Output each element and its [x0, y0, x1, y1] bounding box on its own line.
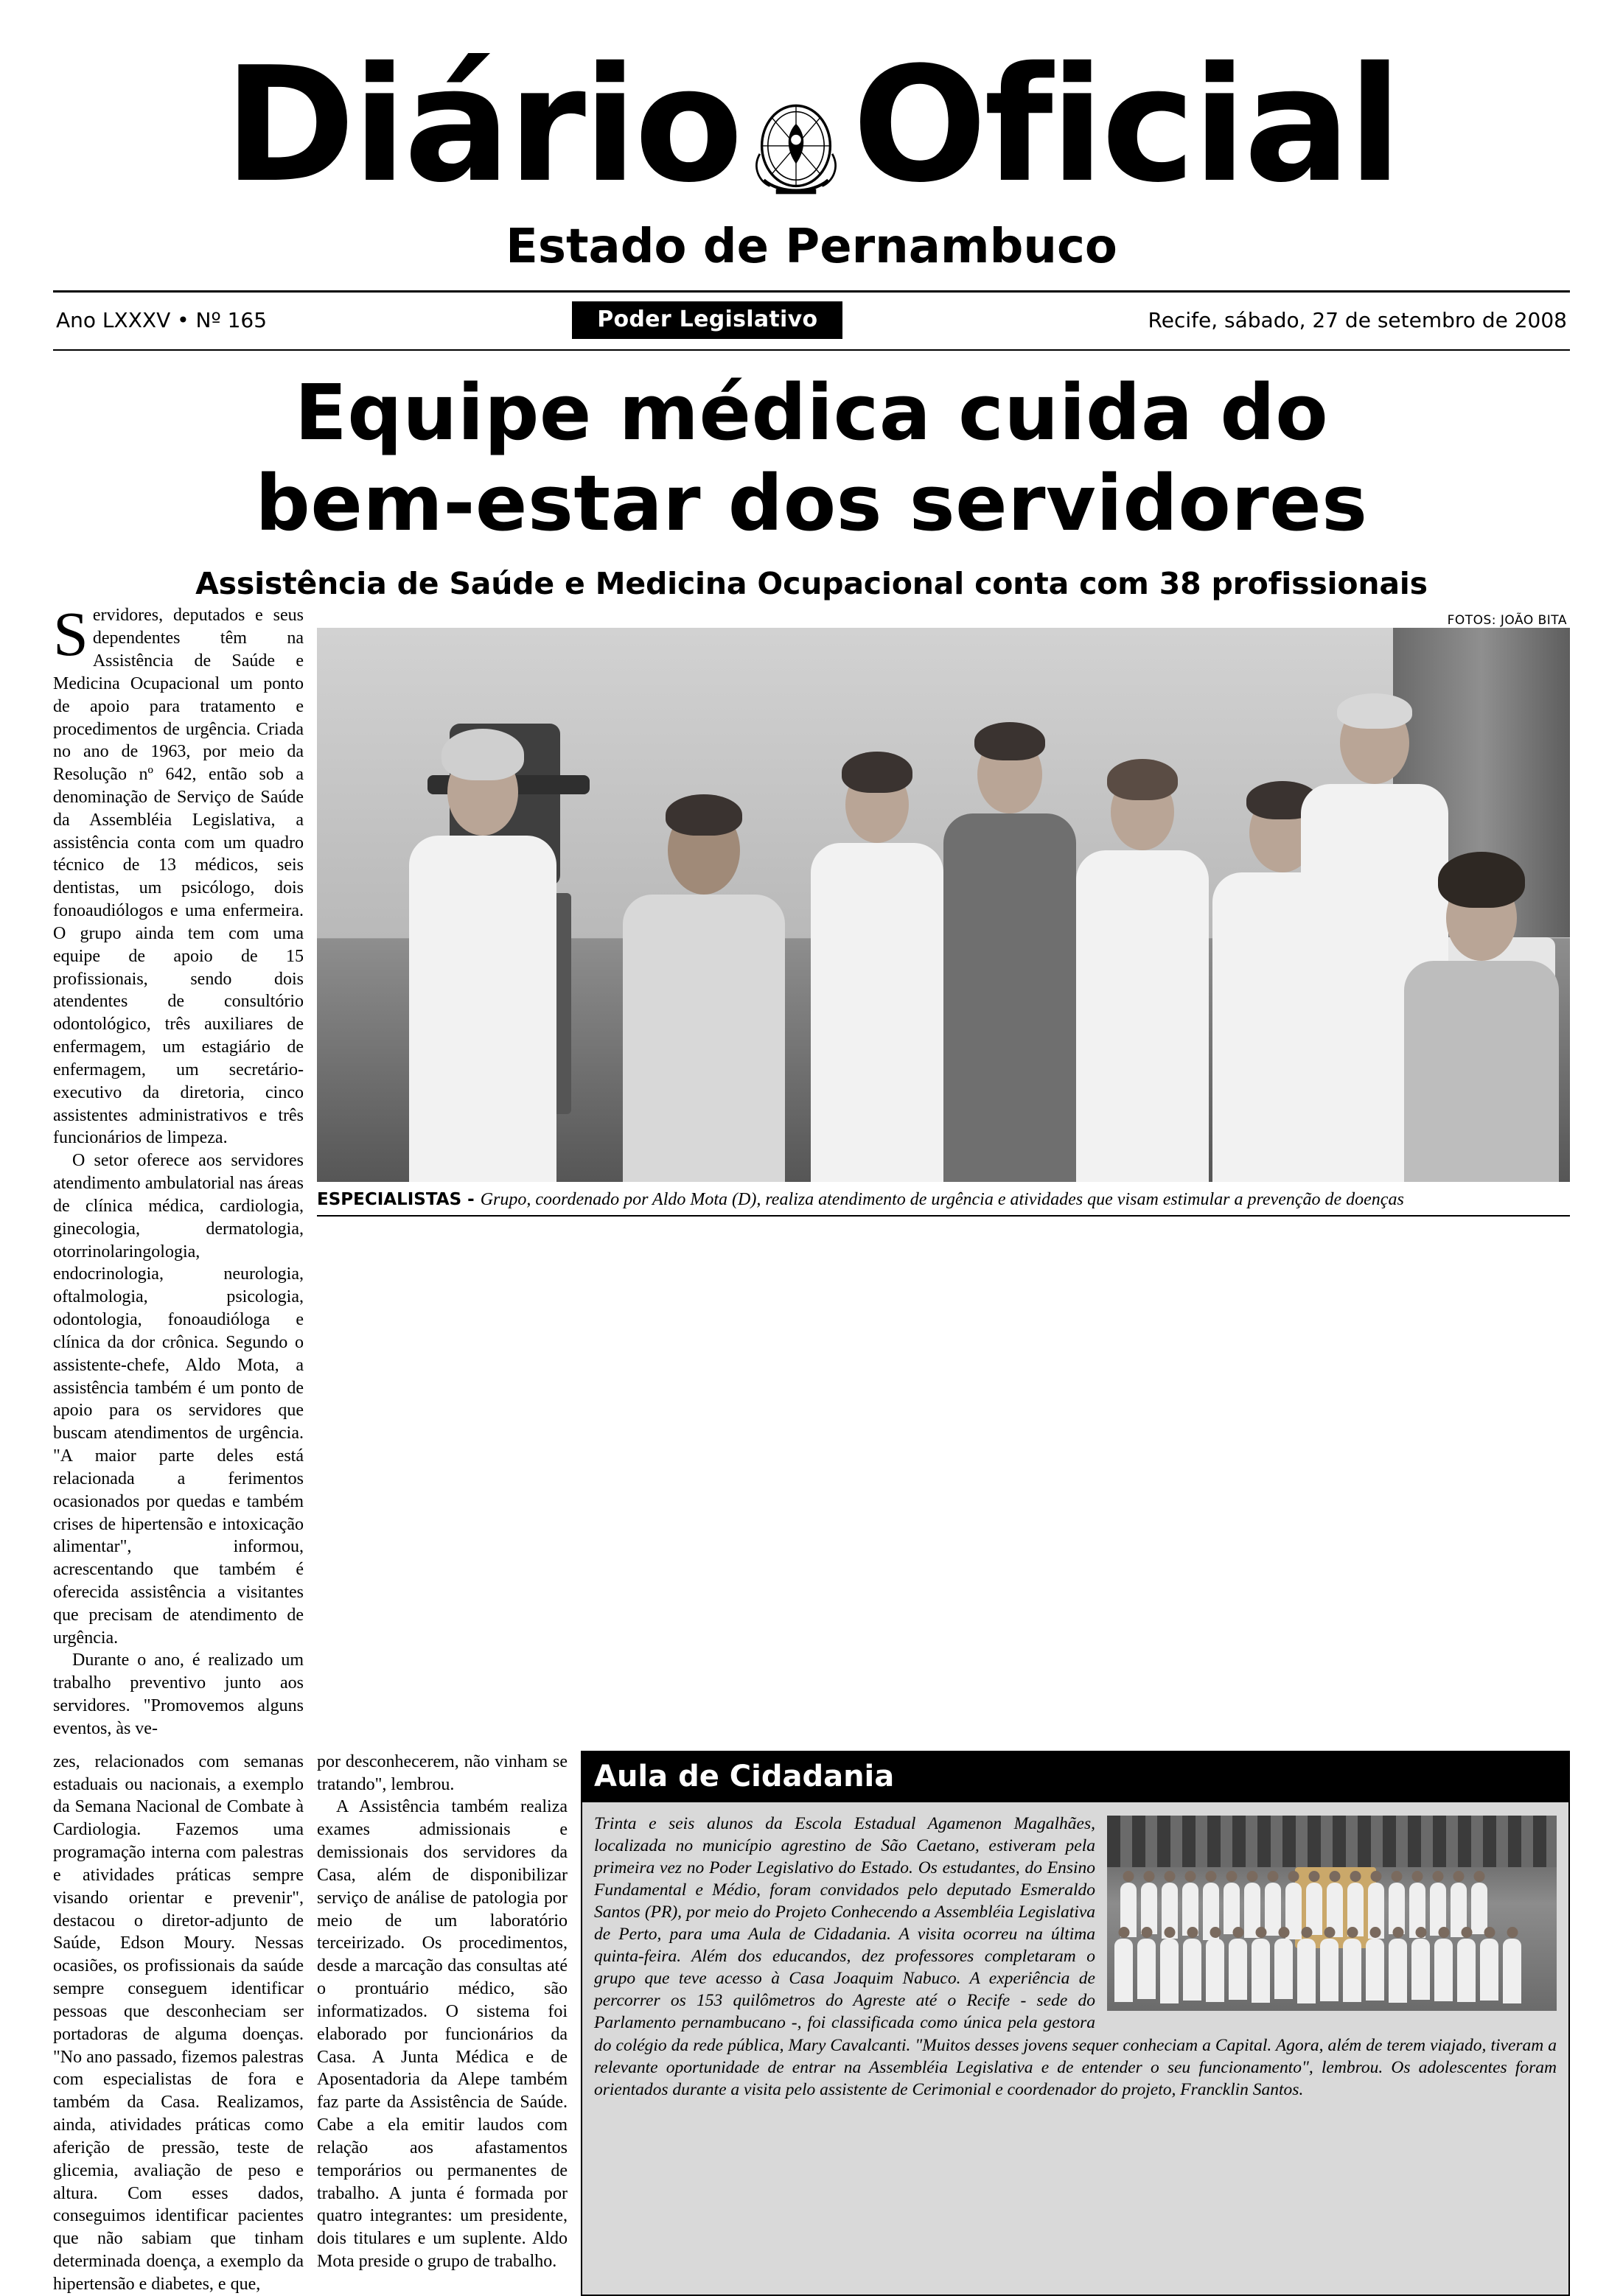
photo-person: [398, 725, 568, 1182]
person-body: [1404, 961, 1559, 1182]
person-hair: [1107, 759, 1178, 800]
article-paragraph: Durante o ano, é realizado um trabalho preventivo junto aos servidores. "Promovemos alguns eventos, às ve-: [53, 1651, 304, 1738]
article-column-1-text: [53, 598, 304, 1740]
person-hair: [666, 794, 742, 836]
coat-of-arms-icon: [744, 74, 848, 185]
article-paragraph: O setor oferece aos servidores atendimento ambulatorial nas áreas de clínica médica, cardiologia, ginecologia, dermatologia, otorrinolaringologia, endocrinologia, neurologia, oftalmologia, psicologia, odontologia, fonoaudióloga e clínica da dor crônica. Segundo o assistente-chefe, Aldo Mota, a assistência também é um ponto de apoio para os servidores que buscam atendimentos de urgência. "A maior parte deles está relacionada a ferimentos ocasionados por quedas e também crises de hipertensão e intoxicação alimentar", informou, acrescentando que também é oferecida assistência a visitantes que precisam de atendimento de urgência.: [53, 1151, 304, 1648]
photo-person: [803, 732, 951, 1182]
article-paragraph: por desconhecerem, não vinham se tratando", lembrou.: [317, 1751, 568, 1794]
person-body: [1076, 850, 1209, 1182]
lower-content: [53, 1751, 1570, 2296]
article-column-1: [53, 598, 304, 1740]
person-hair: [1337, 693, 1412, 729]
page-title: [53, 368, 1570, 549]
article-column-2-text: [53, 1751, 304, 2296]
sidebar-box-text-part-2: do Projeto Conhecendo a Assembléia Legislativa de Perto, para uma Aula de Cidadania. A visita ocorreu na última quinta-feira. Além dos educandos, dez professores completaram o grupo que teve acesso à Casa Joaquim Nabuco. A experiência de percorrer os 153 quilômetros do Agreste até o Recife - sede do Parlamento pernambucano -, foi classificada como única pela gestora do colégio da rede pública, Mary Cavalcanti. "Muitos desses jovens sequer conheciam a Capital. Agora, além de terem viajado, tiveram a relevante oportunidade de entrar na Assembléia Legislativa e de entender o seu funcionamento", lembrou. Os adolescentes foram orientados durante a visita pelo assistente de Cerimonial e coordenador do projeto, Francklin Santos.: [594, 1903, 1557, 2099]
info-bar: [53, 293, 1570, 349]
sidebar-box-aula-cidadania: [581, 1751, 1570, 2296]
article-column-2: [53, 1751, 304, 2296]
sidebar-photo-group-front: [1114, 1939, 1521, 2003]
person-body: [811, 843, 943, 1182]
article-column-3-text: [317, 1751, 568, 2273]
person-body: [623, 895, 785, 1182]
headline-line-2: bem-estar dos servidores: [255, 458, 1368, 549]
masthead-title: [53, 32, 1570, 217]
person-hair: [842, 752, 912, 793]
masthead-subtitle: Estado de Pernambuco: [506, 220, 1117, 274]
sidebar-box-title: Aula de Cidadania: [582, 1752, 1568, 1802]
edition-info: Ano LXXXV • Nº 165: [56, 308, 268, 332]
sidebar-box-body: [582, 1802, 1568, 2113]
person-hair: [974, 722, 1045, 760]
headline-line-1: Equipe médica cuida do: [294, 368, 1329, 458]
infobar-rule: [53, 349, 1570, 351]
main-photo: [317, 628, 1570, 1182]
caption-label: ESPECIALISTAS -: [317, 1190, 481, 1210]
top-content: [53, 598, 1570, 1740]
person-body: [943, 813, 1076, 1182]
masthead-word-diario: Diário: [223, 32, 741, 217]
photo-person: [936, 703, 1083, 1182]
person-hair: [1438, 852, 1525, 908]
subheadline: Assistência de Saúde e Medicina Ocupacional conta com 38 profissionais: [195, 566, 1428, 602]
sidebar-box-text-part-1: Trinta e seis alunos da Escola Estadual Agamenon Magalhães, localizada no município agrestino de São Caetano, estiveram pela primeira vez no Poder Legislativo do Estado. Os estudantes, do Ensino Fundamental e Médio, foram convidados pelo deputado Esmeraldo Santos (PR), por meio: [594, 1813, 1095, 1922]
person-body: [409, 836, 556, 1182]
place-date: Recife, sábado, 27 de setembro de 2008: [1148, 308, 1567, 332]
photo-credit: FOTOS: JOÃO BITA: [1447, 613, 1567, 629]
sidebar-photo-ceiling: [1107, 1816, 1557, 1867]
main-photo-caption: [317, 1189, 1570, 1217]
article-paragraph: zes, relacionados com semanas estaduais ou nacionais, a exemplo da Semana Nacional de Combate à Cardiologia. Fazemos uma programação interna com palestras e atividades práticas sempre visando orientar e prevenir", destacou o diretor-adjunto de Saúde, Edson Moury. Nessas ocasiões, os profissionais da saúde sempre conseguem identificar pessoas que desconheciam ser portadoras de alguma doenças. "No ano passado, fizemos palestras com especialistas de fora e também da Casa. Realizamos, ainda, atividades práticas como aferição de pressão, teste de glicemia, avaliação de peso e altura. Com esses dados, conseguimos identificar pacientes que não sabiam que tinham determinada doença, a exemplo da hipertensão e diabetes, e que,: [53, 1751, 304, 2294]
masthead-word-oficial: Oficial: [852, 32, 1400, 217]
person-hair: [441, 729, 524, 780]
sidebar-photo: [1107, 1816, 1557, 2011]
photo-person: [1069, 740, 1216, 1182]
section-badge: Poder Legislativo: [572, 301, 842, 339]
photo-person: [1393, 872, 1570, 1182]
masthead: [53, 32, 1570, 274]
article-paragraph: A Assistência também realiza exames admissionais e demissionais dos servidores da Casa, além de disponibilizar serviço de análise de patologia por meio de um laboratório terceirizado. Os procedimentos, desde a marcação das consultas até o prontuário médico, são informatizados. O sistema foi elaborado por funcionários da Casa. A Junta Médica e de Aposentadoria da Alepe também faz parte da Assistência de Saúde. Cabe a ela emitir laudos com relação aos afastamentos temporários ou permanentes de trabalho. A junta é formada por quatro integrantes: um presidente, dois titulares e um suplente. Aldo Mota preside o grupo de trabalho.: [317, 1797, 568, 2271]
article-column-3: [317, 1751, 568, 2296]
photo-zone: [317, 604, 1570, 1740]
photo-person: [612, 799, 796, 1182]
article-paragraph: Servidores, deputados e seus dependentes têm na Assistência de Saúde e Medicina Ocupacional um ponto de apoio para tratamento e procedimentos de urgência. Criada no ano de 1963, por meio da Resolução nº 642, então sob a denominação de Serviço de Saúde da Assembléia Legislativa, a assistência conta com um quadro técnico de 13 médicos, seis dentistas, um psicólogo, dois fonoaudiólogos e uma enfermeira. O grupo ainda tem com uma equipe de apoio de 15 profissionais, sendo dois atendentes de consultório odontológico, três auxiliares de enfermagem, um estagiário de enfermagem, um secretário-executivo da diretoria, cinco assistentes administrativos e três funcionários de limpeza.: [53, 598, 304, 1148]
caption-text: Grupo, coordenado por Aldo Mota (D), realiza atendimento de urgência e atividades que visam estimular a prevenção de doenças: [480, 1190, 1404, 1210]
